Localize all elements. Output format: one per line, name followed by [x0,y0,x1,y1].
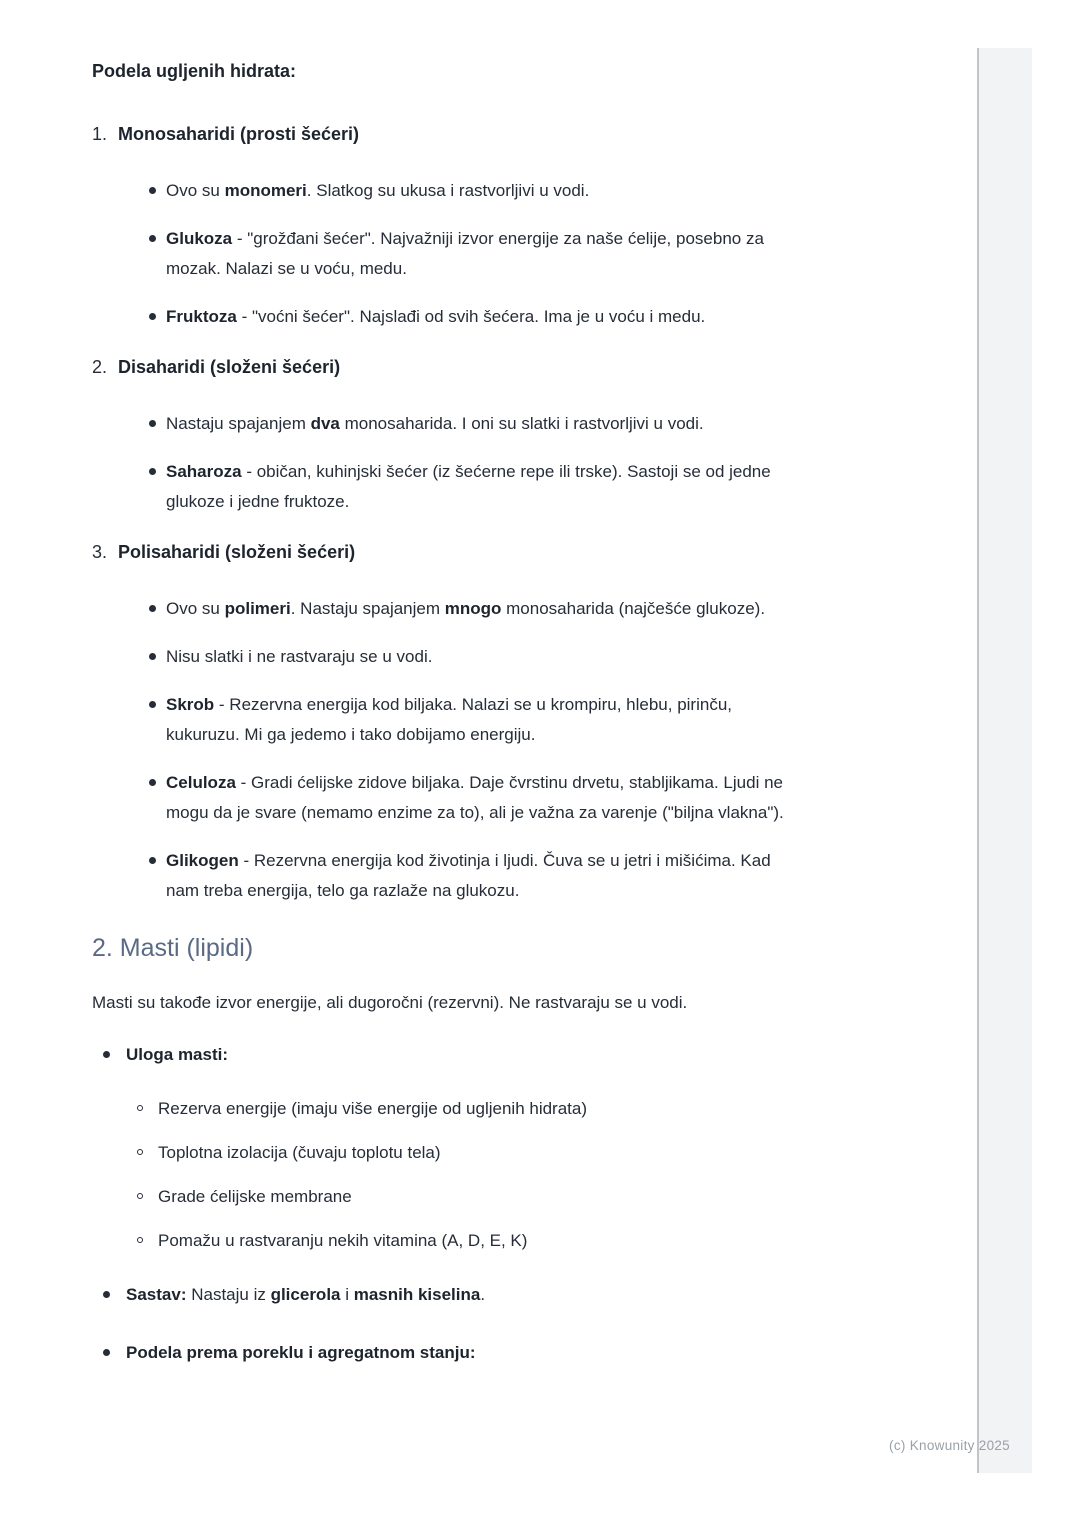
bullet-icon [148,176,166,206]
bullet-item [92,176,834,206]
bullet-item [92,302,834,332]
bullet-item [92,594,834,624]
list-number: 3. [92,542,108,562]
bullet-icon [148,846,166,906]
document-content [92,60,834,1386]
bullet-item [92,1280,834,1310]
text-content: Nisu slatki i ne rastvaraju se u vodi. [166,647,433,666]
bullet-item [92,224,834,284]
sub-bullet-item [92,1226,834,1256]
text-content: Ovo su polimeri. Nastaju spajanjem mnogo monosaharida (najčešće glukoze). [166,599,766,618]
text-content: Podela prema poreklu i agregatnom stanju: [126,1343,476,1362]
text-content: Polisaharidi (složeni šećeri) [118,542,356,562]
bullet-icon [102,1280,126,1310]
bullet-icon [148,457,166,517]
numbered-heading [92,541,834,564]
sub-bullet-item [92,1138,834,1168]
text-content: Uloga masti: [126,1045,229,1064]
text-content: Glikogen - Rezervna energija kod životinja i ljudi. Čuva se u jetri i mišićima. Kad nam treba energija, telo ga razlaže na glukozu. [166,851,771,900]
bullet-item [92,846,834,906]
text-content: Saharoza - običan, kuhinjski šećer (iz šećerne repe ili trske). Sastoji se od jedne glukoze i jedne fruktoze. [166,462,771,511]
paragraph [92,988,834,1018]
text-content: Masti su takođe izvor energije, ali dugoročni (rezervni). Ne rastvaraju se u vodi. [92,993,688,1012]
numbered-heading [92,123,834,146]
list-number: 1. [92,124,108,144]
bullet-icon [148,594,166,624]
bullet-icon [148,409,166,439]
text-content: Toplotna izolacija (čuvaju toplotu tela) [158,1143,441,1162]
bullet-icon [102,1040,126,1070]
sub-bullet-item [92,1182,834,1212]
list-number: 2. [92,357,108,377]
text-content: Celuloza - Gradi ćelijske zidove biljaka. Daje čvrstinu drvetu, stabljikama. Ljudi ne mogu da je svare (nemamo enzime za to), ali je važna za varenje ("biljna vlakna"). [166,773,784,822]
text-content: Grade ćelijske membrane [158,1187,352,1206]
watermark: (c) Knowunity 2025 [889,1438,1010,1453]
text-content: Pomažu u rastvaranju nekih vitamina (A, D, E, K) [158,1231,528,1250]
bullet-item [92,642,834,672]
bullet-icon [148,642,166,672]
text-content: Podela ugljenih hidrata: [92,61,297,81]
bullet-icon [148,690,166,750]
circle-bullet-icon [136,1094,158,1124]
text-content: Glukoza - "grožđani šećer". Najvažniji izvor energije za naše ćelije, posebno za mozak. Nalazi se u voću, medu. [166,229,764,278]
bullet-item [92,1040,834,1070]
masti-section-title-text: 2. Masti (lipidi) [92,934,254,962]
text-content: Fruktoza - "voćni šećer". Najslađi od svih šećera. Ima je u voću i medu. [166,307,706,326]
bullet-item [92,1338,834,1368]
text-content: Disaharidi (složeni šećeri) [118,357,341,377]
scrollbar-track[interactable] [977,48,1032,1473]
bullet-item [92,457,834,517]
bullet-icon [148,768,166,828]
bullet-icon [148,302,166,332]
bullet-item [92,768,834,828]
text-content: Ovo su monomeri. Slatkog su ukusa i rastvorljivi u vodi. [166,181,590,200]
text-content: Nastaju spajanjem dva monosaharida. I oni su slatki i rastvorljivi u vodi. [166,414,704,433]
text-content: Sastav: Nastaju iz glicerola i masnih kiselina. [126,1285,486,1304]
bullet-item [92,409,834,439]
section-heading [92,60,834,83]
bullet-item [92,690,834,750]
circle-bullet-icon [136,1226,158,1256]
bullet-icon [102,1338,126,1368]
circle-bullet-icon [136,1182,158,1212]
circle-bullet-icon [136,1138,158,1168]
numbered-heading [92,356,834,379]
bullet-icon [148,224,166,284]
text-content: Skrob - Rezervna energija kod biljaka. Nalazi se u krompiru, hlebu, pirinču, kukuruzu. Mi ga jedemo i tako dobijamo energiju. [166,695,732,744]
sub-bullet-item [92,1094,834,1124]
text-content: Rezerva energije (imaju više energije od ugljenih hidrata) [158,1099,588,1118]
masti-section-title [92,932,834,964]
text-content: Monosaharidi (prosti šećeri) [118,124,360,144]
